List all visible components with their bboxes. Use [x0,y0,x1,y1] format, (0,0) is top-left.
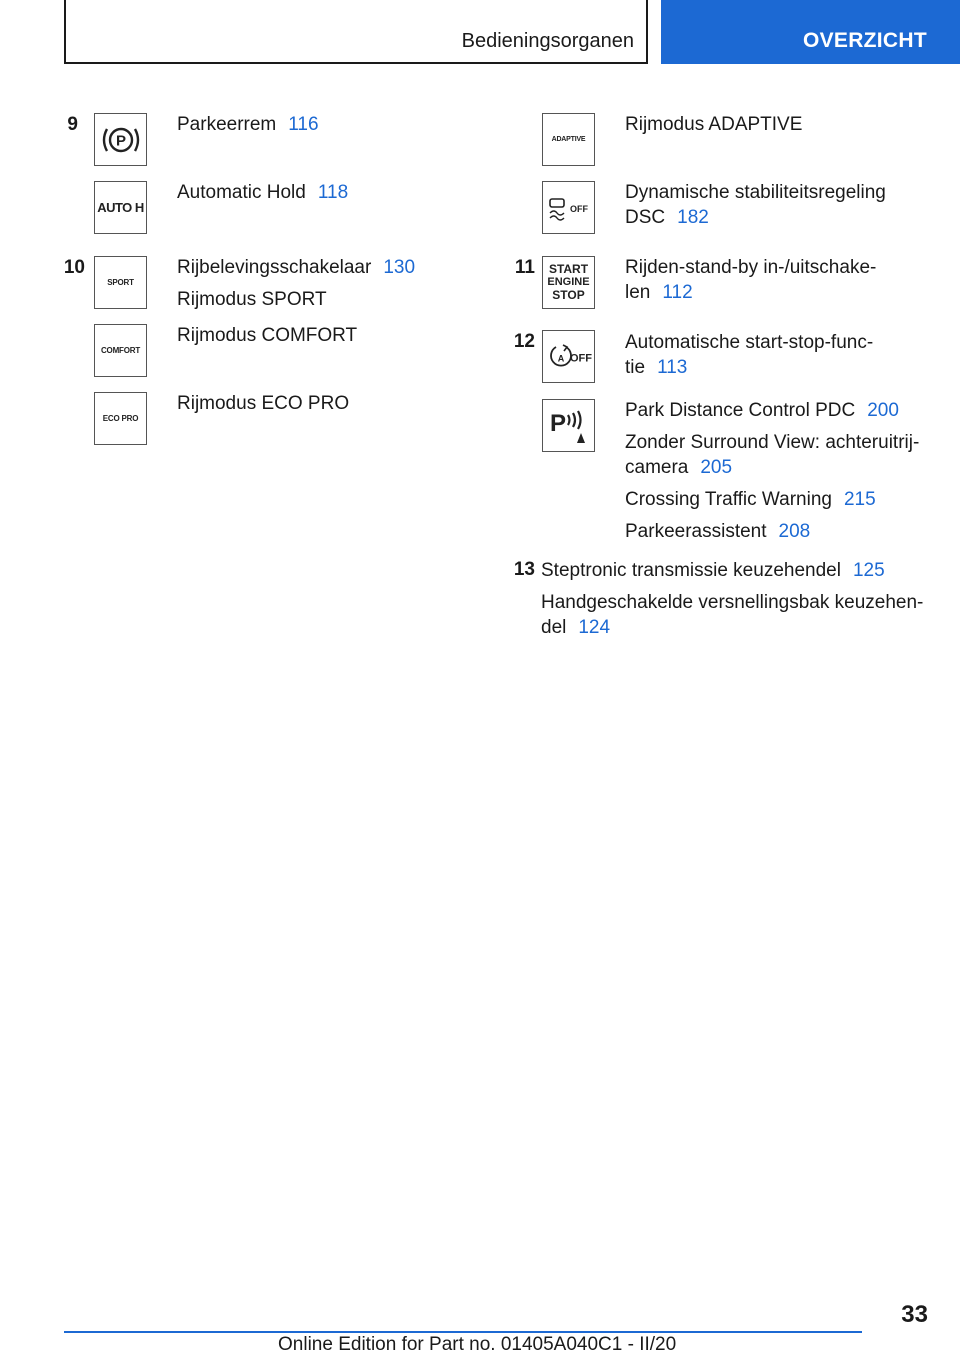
item-number-12: 12 [513,331,535,352]
dsc-text: DSC [625,207,666,228]
auto-start-stop-off-icon [542,330,595,383]
pdc-entry-2-line2 [625,455,732,480]
eco-pro-icon-text: ECO PRO [102,414,139,423]
start-stop-engine-icon [542,256,595,309]
item13-line2: Handgeschakelde versnellingsbak keuzehen- [541,592,924,613]
icon-stop-text: STOP [552,288,585,302]
item12-line1: Automatische start-stop-func- [625,332,874,353]
parkeerassistent-text: Parkeerassistent [625,521,767,542]
del-text: del [541,617,567,638]
svg-text:OFF: OFF [569,352,592,364]
item11-line1: Rijden-stand-by in-/uitschake- [625,257,877,278]
page-number: 33 [901,1301,928,1328]
page-ref-link[interactable]: 125 [852,560,885,581]
rijbelevingsschakelaar-text: Rijbelevingsschakelaar [177,257,372,278]
item11-len-text: len [625,282,651,303]
item-number-10: 10 [63,257,85,278]
auto-hold-icon [94,181,147,234]
pdc-entry-2-line1: Zonder Surround View: achteruitrij- [625,432,920,453]
comfort-icon [94,324,147,377]
tab-overzicht-label: OVERZICHT [802,29,927,52]
dsc-line2 [625,205,709,230]
crossing-traffic-text: Crossing Traffic Warning [625,489,832,510]
rijmodus-comfort-text: Rijmodus COMFORT [177,325,358,346]
section-title: Bedieningsorganen [461,30,634,52]
dsc-off-icon [542,181,595,234]
dsc-off-text: OFF [569,203,588,214]
svg-text:P: P [115,132,126,149]
pdc-entry-3 [625,487,876,512]
header-section-box [64,0,648,64]
item10-label-1 [177,255,415,280]
footer-edition: Online Edition for Part no. 01405A040C1 - II/20 [278,1334,677,1355]
adaptive-icon [542,113,595,166]
svg-text:A: A [557,353,564,363]
sport-icon-text: SPORT [107,278,134,287]
adaptive-icon-text: ADAPTIVE [551,136,586,143]
item11-line2 [625,280,693,305]
item-number-9: 9 [67,114,78,135]
page-ref-link[interactable]: 113 [657,357,688,378]
header-tab[interactable] [661,0,960,64]
parkeerrem-text: Parkeerrem [177,114,277,135]
page-ref-link[interactable]: 182 [677,207,709,228]
rijmodus-adaptive-text: Rijmodus ADAPTIVE [625,114,803,135]
park-distance-icon [542,399,595,452]
automatic-hold-text: Automatic Hold [177,182,306,203]
page-ref-link[interactable]: 124 [578,617,611,638]
item-number-13: 13 [513,559,535,580]
item12-tie-text: tie [625,357,646,378]
item13-line1 [541,558,885,583]
page-ref-link[interactable]: 200 [867,400,899,421]
icon-engine-text: ENGINE [547,276,590,288]
pdc-entry-1 [625,398,899,423]
item9-label-1 [177,112,319,137]
page-ref-link[interactable]: 112 [662,282,693,303]
page-ref-link[interactable]: 205 [700,457,733,478]
rijmodus-sport-text: Rijmodus SPORT [177,289,327,310]
pdc-text: Park Distance Control PDC [625,400,856,421]
eco-pro-icon [94,392,147,445]
page-ref-link[interactable]: 116 [288,114,319,135]
item-number-11: 11 [514,257,535,278]
steptronic-text: Steptronic transmissie keuzehendel [541,560,841,581]
footer-divider [64,1331,862,1333]
pdc-entry-4 [625,519,810,544]
item12-line2 [625,355,687,380]
page-ref-link[interactable]: 215 [843,489,876,510]
item9-label-2 [177,180,348,205]
dsc-line1: Dynamische stabiliteitsregeling [625,182,886,203]
sport-icon [94,256,147,309]
rijmodus-eco-pro-text: Rijmodus ECO PRO [177,393,350,414]
camera-text: camera [625,457,689,478]
item13-line3 [541,615,610,640]
comfort-icon-text: COMFORT [100,346,141,355]
page-ref-link[interactable]: 208 [778,521,811,542]
auto-hold-icon-text: AUTO H [97,200,144,215]
page-ref-link[interactable]: 130 [383,257,416,278]
pdc-p-text: P [549,409,566,437]
parking-brake-icon [94,113,147,166]
page-ref-link[interactable]: 118 [317,182,349,203]
icon-start-text: START [548,262,589,276]
